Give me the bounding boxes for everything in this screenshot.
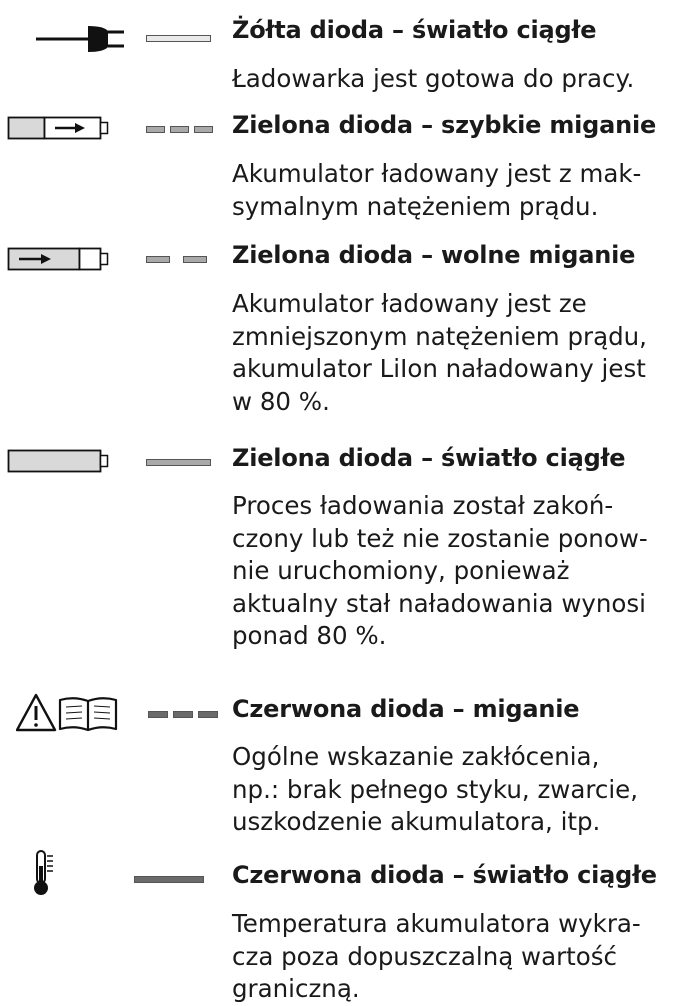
battery-full-icon <box>7 446 111 476</box>
power-plug-icon <box>30 22 128 56</box>
entry-description: Ogólne wskazanie zakłócenia, np.: brak pełnego styku, zwarcie, uszkodzenie akumulatora, itp. <box>232 742 639 836</box>
led-segment <box>183 256 207 263</box>
led-segment <box>148 711 168 718</box>
led-indicator-green-fast <box>146 126 213 133</box>
led-indicator-red-blink <box>148 711 218 718</box>
led-indicator-green-steady <box>146 459 211 466</box>
entry-heading: Zielona dioda – wolne miganie <box>232 241 636 269</box>
led-segment <box>146 256 170 263</box>
entry-heading: Żółta dioda – światło ciągłe <box>232 16 597 44</box>
battery-charging-slow-icon <box>7 244 111 274</box>
led-segment <box>170 126 189 133</box>
entry-heading: Zielona dioda – światło ciągłe <box>232 444 626 472</box>
thermometer-icon <box>30 848 60 898</box>
entry-heading: Czerwona dioda – światło ciągłe <box>232 861 657 889</box>
warning-manual-icon <box>16 692 126 734</box>
led-indicator-green-slow <box>146 256 207 263</box>
led-segment <box>198 711 218 718</box>
manual-book-icon <box>60 698 116 730</box>
entry-heading: Czerwona dioda – miganie <box>232 695 580 723</box>
entry-description: Proces ładowania został zakoń- czony lub też nie zostanie ponow- nie uruchomiony, ponieważ aktualny stał naładowania wynosi ponad 80 %. <box>232 491 648 650</box>
battery-charging-fast-icon <box>7 113 111 143</box>
entry-description: Akumulator ładowany jest ze zmniejszonym natężeniem prądu, akumulator LiIon naładowany jest w 80 %. <box>232 289 647 416</box>
led-indicator-red-steady <box>134 876 204 883</box>
led-segment <box>134 876 204 883</box>
led-indicator-yellow <box>146 35 211 42</box>
entry-description: Ładowarka jest gotowa do pracy. <box>232 64 635 93</box>
led-segment <box>146 35 211 42</box>
led-segment <box>146 126 165 133</box>
entry-description: Temperatura akumulatora wykra- cza poza dopuszczalną wartość graniczną. <box>232 909 641 1003</box>
led-segment <box>173 711 193 718</box>
led-segment <box>194 126 213 133</box>
entry-heading: Zielona dioda – szybkie miganie <box>232 111 657 139</box>
entry-description: Akumulator ładowany jest z mak- symalnym natężeniem prądu. <box>232 159 642 221</box>
led-segment <box>146 459 211 466</box>
warning-icon <box>17 695 55 730</box>
